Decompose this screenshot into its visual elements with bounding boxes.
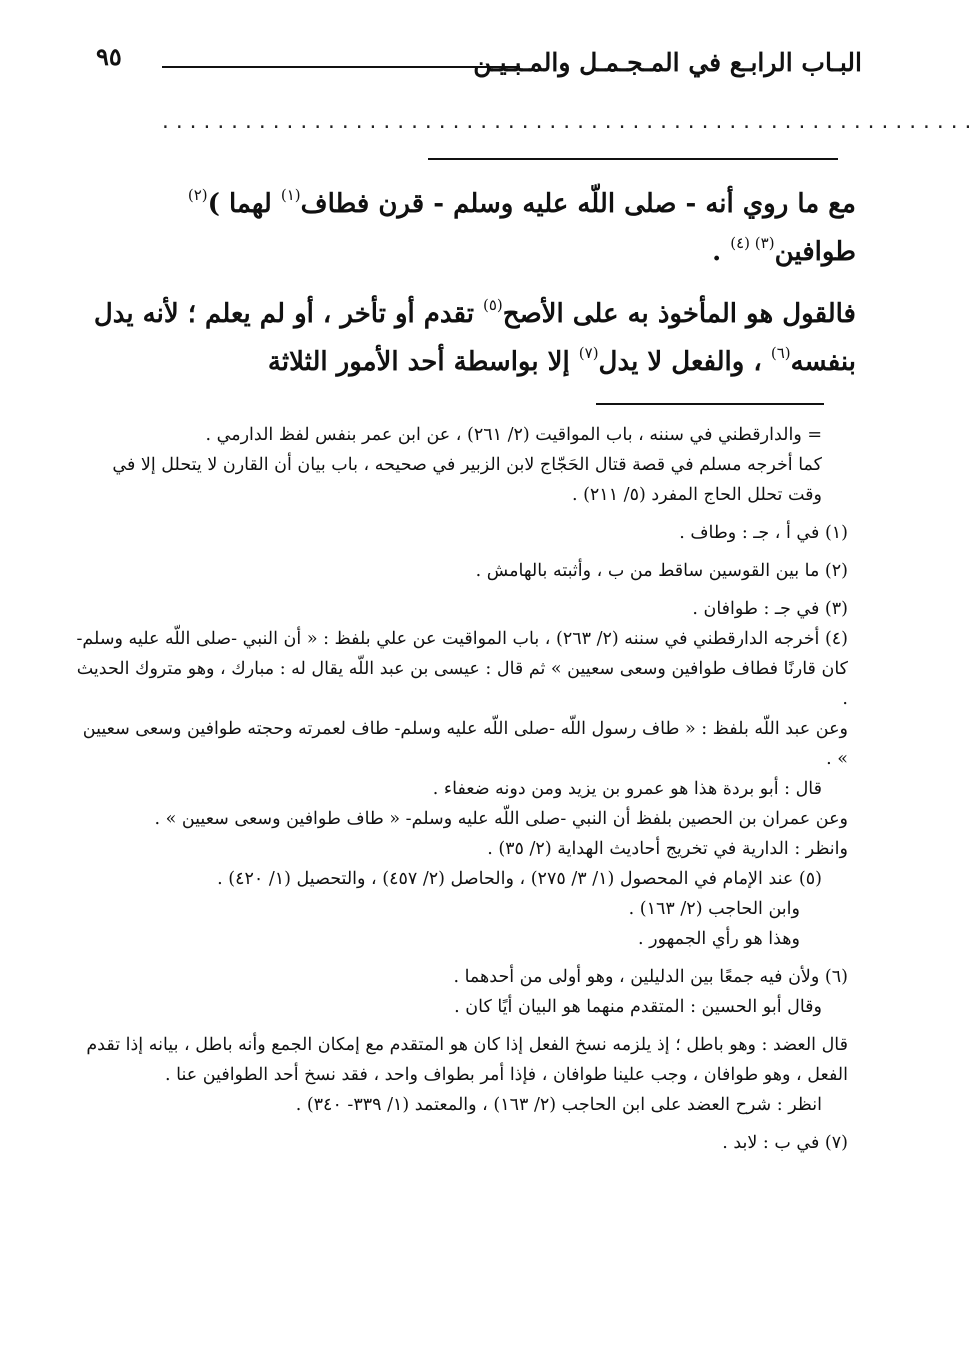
footnote-ref-3-4[interactable]: (٣) (٤): [730, 234, 775, 252]
header-rule: [162, 66, 520, 68]
footnote-rule: [596, 403, 824, 405]
body-text: طوافين: [774, 237, 856, 267]
footnote-5-text: وابن الحاجب (٢/ ١٦٣) .: [628, 899, 800, 919]
footnote-6-text: قال العضد : وهو باطل ؛ إذ يلزمه نسخ الفعل إذا كان هو المتقدم مع إمكان الجمع وأنه باطل ، بيانه إذا تقدم الفعل ، وهو طوافان ، وجب علينا طوافان ، فإذا أمر بطواف واحد ، فقد نسخ أحد الطوافين عنا .: [86, 1035, 848, 1085]
footnote-5: (٥) عند الإمام في المحصول (١/ ٣/ ٢٧٥) ، والحاصل (٢/ ٤٥٧) ، والتحصيل (١/ ٤٢٠) .: [217, 869, 822, 889]
body-paragraph-2: [86, 290, 856, 386]
main-body-text: [86, 180, 856, 386]
footnote-5-text: وهذا هو رأي الجمهور .: [638, 929, 800, 949]
footnote-4-text: وانظر : الدارية في تخريج أحاديث الهداية (٢/ ٣٥) .: [487, 839, 848, 859]
footnote-7: (٧) في ب : لابد .: [722, 1133, 848, 1153]
footnote-2: (٢) ما بين القوسين ساقط من ب ، وأثبته بالهامش .: [475, 561, 848, 581]
footnote-4-text: قال : أبو بردة هذا هو عمرو بن يزيد ومن دونه ضعفاء .: [432, 779, 822, 799]
footnote-6-text: انظر : شرح العضد على ابن الحاجب (٢/ ١٦٣) ، والمعتمد (١/ ٣٣٩- ٣٤٠) .: [295, 1095, 822, 1115]
footnote-ref-7[interactable]: (٧): [578, 344, 599, 362]
body-text: تقدم أو تأخر ، أو لم يعلم ؛ لأنه يدل بنفسه: [93, 299, 856, 377]
footnote-3: (٣) في جـ : طوافان .: [692, 599, 848, 619]
footnote-continuation: كما أخرجه مسلم في قصة قتال الحَجّاج لابن الزبير في صحيحه ، باب بيان أن القارن لا يتحلل إلا في وقت تحلل الحاج المفرد (٥/ ٢١١) .: [112, 455, 822, 505]
footnote-ref-1[interactable]: (١): [280, 186, 301, 204]
footnotes-section: [76, 420, 848, 1158]
page-number: ٩٥: [96, 42, 122, 71]
footnote-continuation: = والدارقطني في سننه ، باب المواقيت (٢/ ٢٦١) ، عن ابن عمر بنفس لفظ الدارمي .: [205, 425, 822, 445]
footnote-ref-5[interactable]: (٥): [483, 296, 503, 314]
body-text: لهما ): [207, 189, 281, 219]
body-text: مع ما روي أنه - صلى اللّه عليه وسلم - قرن فطاف: [300, 189, 856, 219]
body-paragraph-1: [86, 180, 856, 276]
footnote-ref-6[interactable]: (٦): [770, 344, 791, 362]
footnote-6: (٦) ولأن فيه جمعًا بين الدليلين ، وهو أولى من أحدهما .: [453, 967, 848, 987]
body-text: .: [712, 237, 731, 267]
footnote-6-text: وقال أبو الحسين : المتقدم منهما هو البيان أيًا كان .: [454, 997, 822, 1017]
body-text: ، والفعل لا يدل: [598, 347, 771, 377]
footnote-1: (١) في أ ، جـ : وطاف .: [679, 523, 848, 543]
footnote-4-text: وعن عمران بن الحصين بلفظ أن النبي -صلى اللّه عليه وسلم- « طاف طوافين وسعى سعيين » .: [154, 809, 848, 829]
footnote-ref-2[interactable]: (٢): [187, 186, 208, 204]
footnote-4-text: وعن عبد اللّه بلفظ : « طاف رسول اللّه -صلى اللّه عليه وسلم- طاف لعمرته وحجته طوافين وسعى سعيين » .: [82, 719, 848, 769]
dotted-separator: ...........................................................: [160, 112, 976, 133]
body-text: إلا بواسطة أحد الأمور الثلاثة: [267, 347, 579, 377]
body-text: فالقول هو المأخوذ به على الأصح: [502, 299, 856, 329]
footnote-4: (٤) أخرجه الدارقطني في سننه (٢/ ٢٦٣) ، باب المواقيت عن علي بلفظ : « أن النبي -صلى اللّه عليه وسلم- كان قارنًا فطاف طوافين وسعى سعيين » ثم قال : عيسى بن عبد اللّه يقال له : مبارك ، وهو متروك الحديث .: [76, 629, 848, 709]
chapter-running-title: البـاب الرابـع في المـجـمـل والمـبـيـن: [473, 48, 862, 77]
section-rule: [428, 158, 838, 160]
